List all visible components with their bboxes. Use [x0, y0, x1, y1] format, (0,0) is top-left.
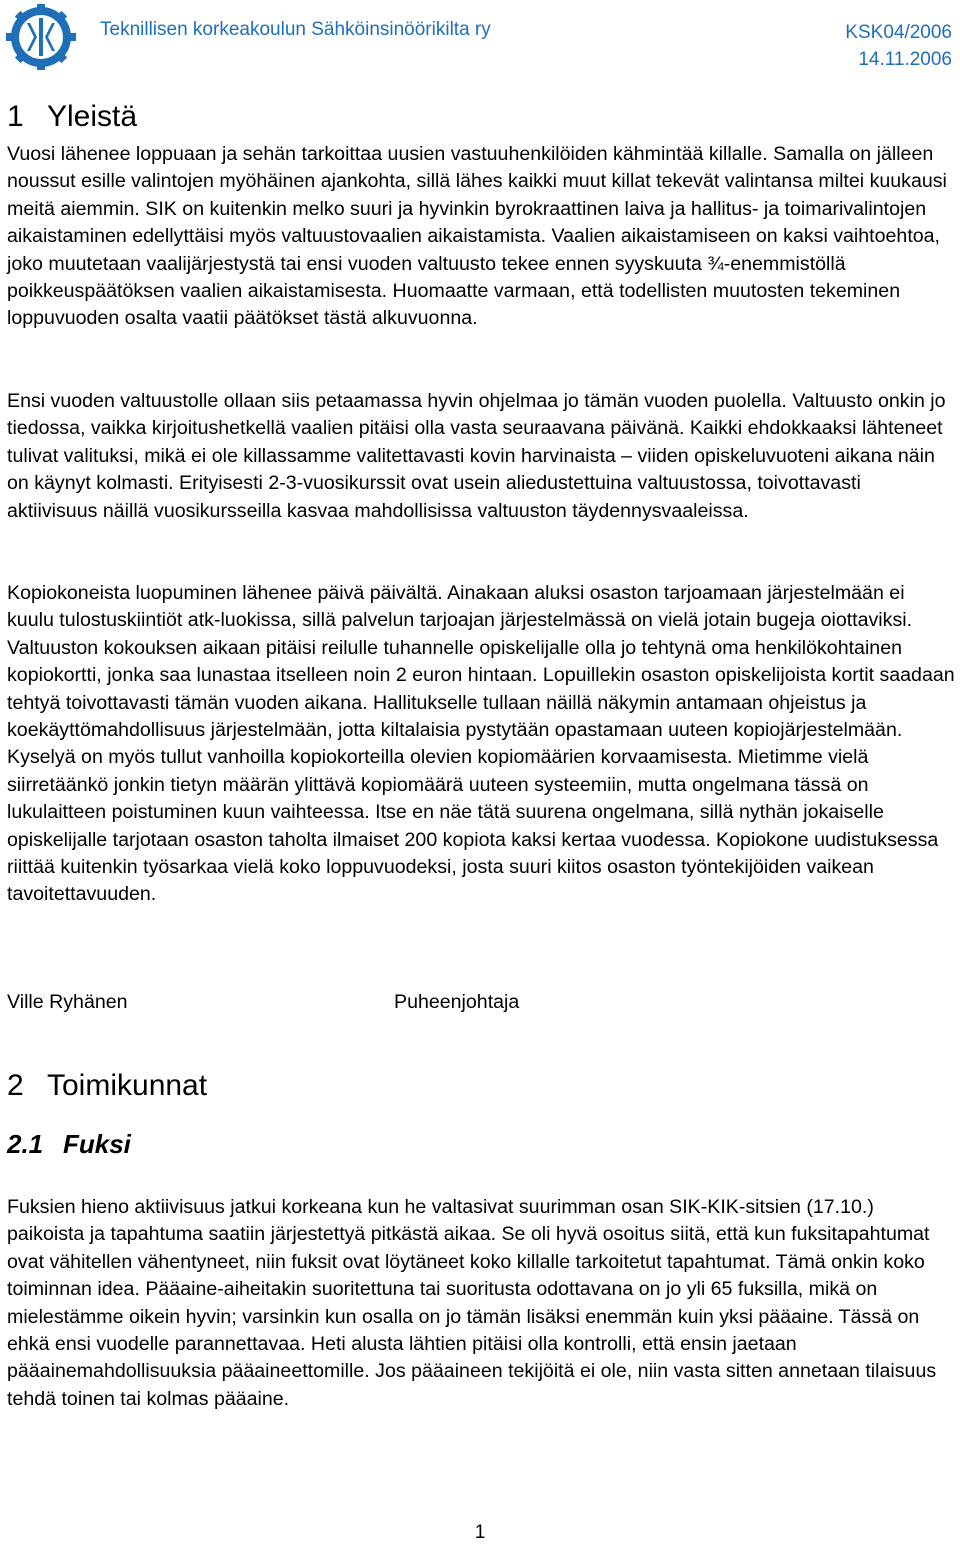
- section-number: 2: [7, 1069, 24, 1102]
- document-code: KSK04/2006: [845, 22, 952, 43]
- signature-name: Ville Ryhänen: [7, 991, 128, 1013]
- page-number: 1: [474, 1522, 486, 1543]
- paragraph: Kopiokoneista luopuminen lähenee päivä päivältä. Ainakaan aluksi osaston tarjoamaan järjestelmään ei kuulu tulostuskiintiöt atk-luokissa, sillä palvelun tarjoajan järjestelmässä on vielä jotain bugeja oiottaviksi. Valtuuston kokouksen aikaan pitäisi reilulle tuhannelle opiskelijalle olla jo tehtynä oma henkilökohtainen kopiokortti, jonka saa lunastaa itselleen noin 2 euron hintaan. Lopuillekin osaston opiskelijoista kortit saadaan tehtyä toivottavasti tämän vuoden aikana. Hallitukselle tullaan näillä näkymin antamaan ohjeistus ja koekäyttömahdollisuus järjestelmään, jotta kiltalaisia pystytään opastamaan uuteen kopiojärjestelmään. Kyselyä on myös tullut vanhoilla kopiokorteilla olevien kopiomäärien korvaamisesta. Mietimme vielä siirretäänkö jonkin tietyn määrän ylittävä kopiomäärä uuteen systeemiin, mutta ongelmana tässä on lukulaitteen poistuminen kuun vaihteessa. Itse en näe tätä suurena ongelmana, sillä nythän jokaiselle opiskelijalle tarjotaan osaston taholta ilmaiset 200 kopiota kaksi kertaa vuodessa. Kopiokone uudistuksessa riittää kuitenkin työsarkaa vielä koko loppuvuodeksi, josta suuri kiitos osaston työntekijöiden vaikean tavoitettavuuden.: [7, 582, 955, 906]
- page-header: [0, 0, 960, 80]
- section-title: Fuksi: [63, 1129, 131, 1159]
- section-title: Yleistä: [47, 100, 138, 133]
- guild-logo: [6, 4, 76, 70]
- paragraph: Ensi vuoden valtuustolle ollaan siis petaamassa hyvin ohjelmaa jo tämän vuoden puolella. Valtuusto onkin jo tiedossa, vaikka kirjoitushetkellä vaalien pitäisi olla vasta seuraavana päivänä. Kaikki ehdokkaaksi lähteneet tulivat valituksi, mikä ei ole killassamme valitettavasti kovin harvinaista – viiden opiskeluvuoteni aikana näin on käynyt kolmasti. Erityisesti 2-3-vuosikurssit ovat usein aliedustettuina valtuustossa, toivottavasti aktiivisuus näillä vuosikursseilla kasvaa mahdollisissa valtuuston täydennysvaaleissa.: [7, 390, 946, 522]
- section-number: 1: [7, 100, 24, 133]
- subsection-heading: [7, 1129, 131, 1160]
- section-number: 2.1: [7, 1129, 44, 1159]
- paragraph: Fuksien hieno aktiivisuus jatkui korkeana kun he valtasivat suurimman osan SIK-KIK-sitsien (17.10.) paikoista ja tapahtuma saatiin järjestettyä pitkästä aikaa. Se oli hyvä osoitus siitä, että kun fuksitapahtumat ovat vähitellen vähentyneet, niin fuksit ovat löytäneet koko killalle tarkoitetut tapahtumat. Tämä onkin koko toiminnan idea. Pääaine-aiheitakin suoritettuna tai suoritusta odottavana on jo yli 65 fuksilla, mikä on mielestämme oikein hyvin; varsinkin kun osalla on jo tämän lisäksi enemmän kuin yksi pääaine. Tässä on ehkä ensi vuodelle parannettavaa. Heti alusta lähtien pitäisi olla kontrolli, että ensin jaetaan pääainemahdollisuuksia pääaineettomille. Jos pääaineen tekijöitä ei ole, niin vasta sitten annetaan tilaisuus tehdä toinen tai kolmas pääaine.: [7, 1196, 937, 1410]
- paragraph: Vuosi lähenee loppuaan ja sehän tarkoittaa uusien vastuuhenkilöiden kähmintää killalle. Samalla on jälleen noussut esille valintojen myöhäinen ajankohta, sillä lähes kaikki muut killat tekevät valintansa miltei kuukausi meitä aiemmin. SIK on kuitenkin melko suuri ja hyvinkin byrokraattinen laiva ja hallitus- ja toimarivalintojen aikaistaminen edellyttäisi myös valtuustovaalien aikaistamista. Vaalien aikaistamiseen on kaksi vaihtoehtoa, joko muutetaan vaalijärjestystä tai ensi vuoden valtuusto tekee ennen syyskuuta ¾-enemmistöllä poikkeuspäätöksen vaalien aikaistamisesta. Huomaatte varmaan, että todellisten muutosten tekeminen loppuvuoden osalta vaatii päätökset tästä alkuvuonna.: [7, 143, 947, 330]
- organization-name: Teknillisen korkeakoulun Sähköinsinöörikilta ry: [100, 19, 491, 40]
- section-heading-1: [7, 100, 137, 134]
- section-title: Toimikunnat: [47, 1069, 208, 1102]
- document-date: 14.11.2006: [858, 49, 952, 70]
- section-heading-2: [7, 1069, 207, 1103]
- signature-role: Puheenjohtaja: [394, 991, 520, 1013]
- document-meta: [845, 19, 952, 73]
